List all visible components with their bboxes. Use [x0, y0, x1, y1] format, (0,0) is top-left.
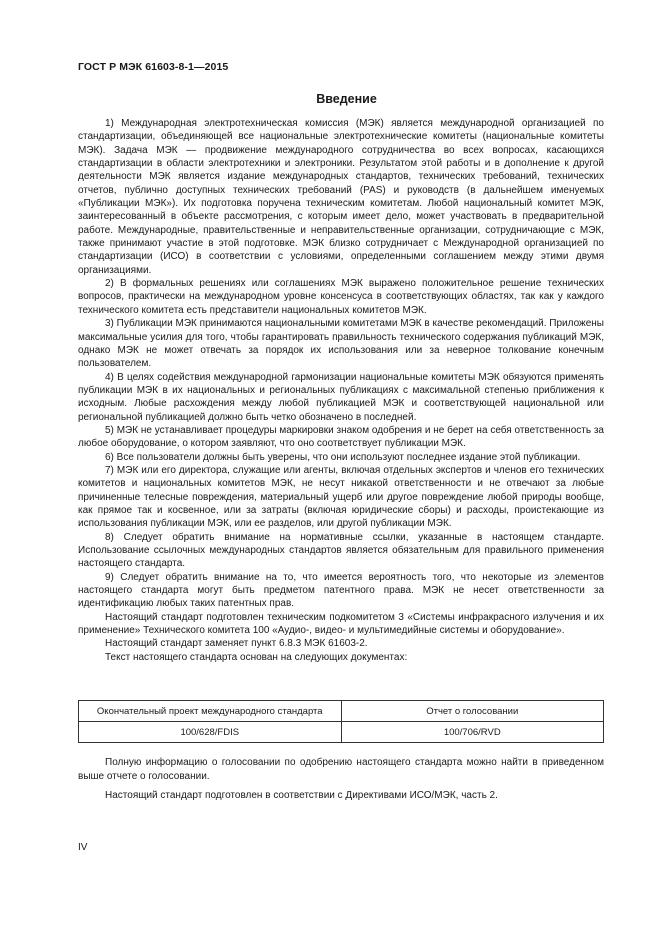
paragraph-5: 5) МЭК не устанавливает процедуры маркировки знаком одобрения и не берет на себя ответственность за любое оборудование, о котором заявляют, что оно соответствует публикации МЭК.	[78, 424, 604, 450]
paragraph-3: 3) Публикации МЭК принимаются национальными комитетами МЭК в качестве рекомендаций. Приложены максимальные усилия для того, чтобы гарантировать правильность технического содержания публикаций МЭК, однако МЭК не может отвечать за порядок их использования или за неверное толкование конечным пользователем.	[78, 318, 604, 370]
paragraph-1: 1) Международная электротехническая комиссия (МЭК) является международной организацией по стандартизации, объединяющей все национальные электротехнические комитеты (национальные комитеты МЭК). Задача МЭК — продвижение международного сотрудничества во всех вопросах, касающихся стандартизации в области электротехники и электроники. Результатом этой работы и в дополнение к другой деятельности МЭК является издание международных стандартов, технических требований, технических отчетов, публично доступных технических требований (PAS) и руководств (в дальнейшем именуемых «Публикации МЭК»). Их подготовка поручена техническим комитетам. Любой национальный комитет МЭК, заинтересованный в объекте рассмотрения, с которым имеет дело, может участвовать в предварительной работе. Международные, правительственные и неправительственные организации, сотрудничающие с МЭК, также принимают участие в этой подготовке. МЭК близко сотрудничает с Международной организацией по стандартизации (ИСО) в соответствии с условиями, определенными соглашением между этими двумя организациями.	[78, 118, 604, 276]
paragraph-2: 2) В формальных решениях или соглашениях МЭК выражено положительное решение технических вопросов, практически на международном уровне консенсуса в соответствующих областях, так как у каждого технического комитета есть представители национальных комитетов МЭК.	[78, 278, 604, 316]
table-row	[79, 722, 604, 743]
paragraph-directives: Настоящий стандарт подготовлен в соответствии с Директивами ИСО/МЭК, часть 2.	[105, 790, 498, 801]
table-header-cell: Отчет о голосовании	[341, 701, 604, 722]
paragraph-subcommittee: Настоящий стандарт подготовлен техническим подкомитетом 3 «Системы инфракрасного излучения и их применение» Технического комитета 100 «Аудио-, видео- и мультимедийные системы и оборудование».	[78, 611, 604, 637]
page-number: IV	[78, 842, 88, 853]
paragraph-6: 6) Все пользователи должны быть уверены, что они используют последнее издание этой публикации.	[105, 451, 581, 463]
paragraph-7: 7) МЭК или его директора, служащие или агенты, включая отдельных экспертов и членов его технических комитетов и национальных комитетов МЭК, не несут никакой ответственности и не отвечают за любые причиненные телесные повреждения, материальный ущерб или другое повреждение любой природы вообще, как прямое так и косвенное, или за затраты (включая юридические сборы) и расходы, проистекающие из использования публикации МЭК, или ее разделов, или другой публикации МЭК.	[78, 464, 604, 530]
paragraph-voting-info: Полную информацию о голосовании по одобрению настоящего стандарта можно найти в приведенном выше отчете о голосовании.	[78, 757, 604, 782]
section-title-text: Введение	[316, 92, 377, 106]
table-cell: 100/706/RVD	[341, 722, 604, 743]
documents-table	[78, 700, 604, 743]
document-header: ГОСТ Р МЭК 61603-8-1—2015	[78, 61, 229, 73]
paragraph-replaces: Настоящий стандарт заменяет пункт 6.8.3 МЭК 61603-2.	[105, 638, 368, 650]
table-cell: 100/628/FDIS	[79, 722, 342, 743]
section-title	[0, 92, 661, 106]
paragraph-8: 8) Следует обратить внимание на нормативные ссылки, указанные в настоящем стандарте. Использование ссылочных международных стандартов является обязательным для правильного применения настоящего стандарта.	[78, 531, 604, 570]
after-table-text	[78, 756, 604, 803]
paragraph-based-on: Текст настоящего стандарта основан на следующих документах:	[105, 651, 408, 663]
introduction-body	[78, 117, 604, 664]
paragraph-4: 4) В целях содействия международной гармонизации национальные комитеты МЭК обязуются применять публикации МЭК в их национальных и региональных публикациях с максимальной степенью приближения к исходным. Любые расхождения между любой публикацией МЭК и соответствующей национальной или региональной публикацией должно быть четко обозначено в последней.	[78, 371, 604, 423]
paragraph-9: 9) Следует обратить внимание на то, что имеется вероятность того, что некоторые из элементов настоящего стандарта могут быть предметом патентного права. МЭК не несет ответственности за идентификацию любых таких патентных прав.	[78, 571, 604, 610]
table-header-row	[79, 701, 604, 722]
table-header-cell: Окончательный проект международного стандарта	[79, 701, 342, 722]
